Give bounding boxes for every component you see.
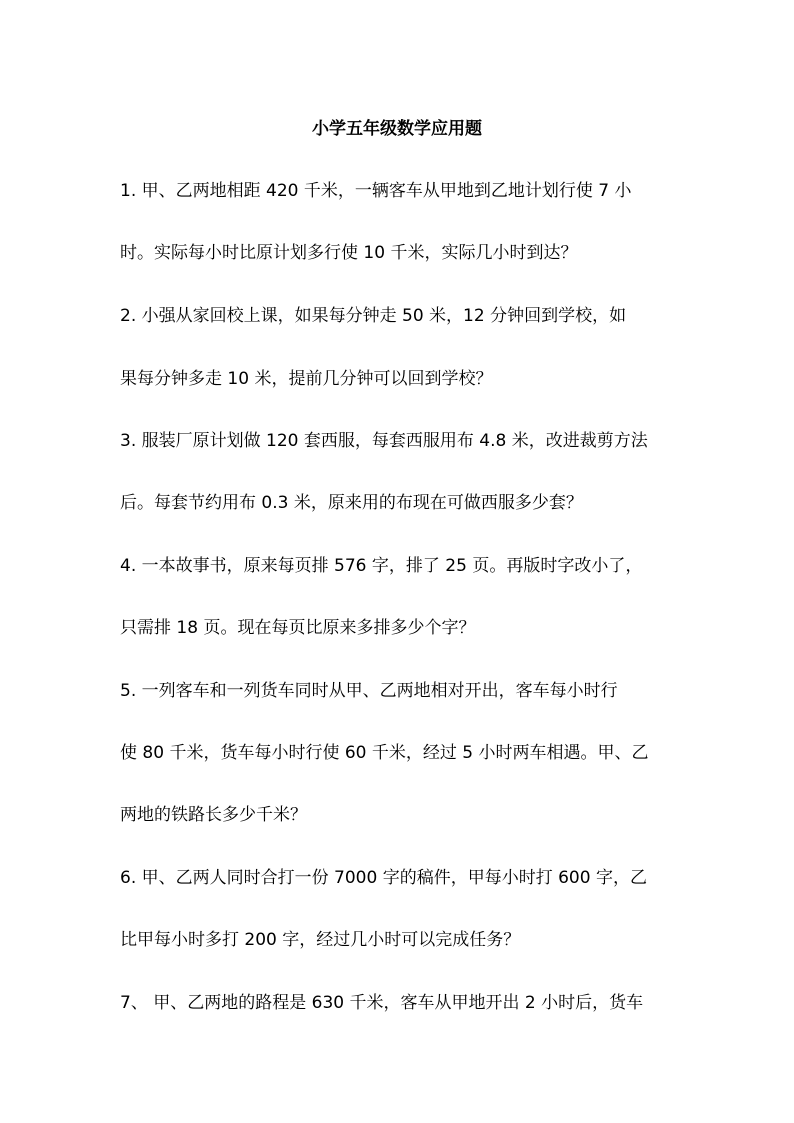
page-title: 小学五年级数学应用题 (312, 119, 482, 139)
problem-5-line-2: 使 80 千米，货车每小时行使 60 千米，经过 5 小时两车相遇。甲、乙 (120, 743, 649, 763)
problem-4-line-2: 只需排 18 页。现在每页比原来多排多少个字？ (120, 618, 476, 638)
problem-6-line-2: 比甲每小时多打 200 字，经过几小时可以完成任务？ (120, 930, 521, 950)
problem-2-line-2: 果每分钟多走 10 米，提前几分钟可以回到学校？ (120, 369, 493, 389)
problem-4-line-1: 4. 一本故事书，原来每页排 576 字，排了 25 页。再版时字改小了， (120, 556, 643, 576)
problem-5-line-3: 两地的铁路长多少千米？ (120, 805, 307, 825)
problem-3-line-1: 3. 服装厂原计划做 120 套西服，每套西服用布 4.8 米，改进裁剪方法 (120, 431, 648, 451)
problem-3-line-2: 后。每套节约用布 0.3 米，原来用的布现在可做西服多少套？ (120, 493, 583, 513)
problem-2-line-1: 2. 小强从家回校上课，如果每分钟走 50 米，12 分钟回到学校，如 (120, 306, 627, 326)
problem-6-line-1: 6. 甲、乙两人同时合打一份 7000 字的稿件，甲每小时打 600 字，乙 (120, 868, 647, 888)
problem-1-line-2: 时。实际每小时比原计划多行使 10 千米，实际几小时到达？ (120, 243, 578, 263)
problem-7-line-1: 7、 甲、乙两地的路程是 630 千米，客车从甲地开出 2 小时后，货车 (120, 993, 644, 1013)
problem-1-line-1: 1. 甲、乙两地相距 420 千米，一辆客车从甲地到乙地计划行使 7 小 (120, 181, 632, 201)
problem-5-line-1: 5. 一列客车和一列货车同时从甲、乙两地相对开出，客车每小时行 (120, 681, 618, 701)
